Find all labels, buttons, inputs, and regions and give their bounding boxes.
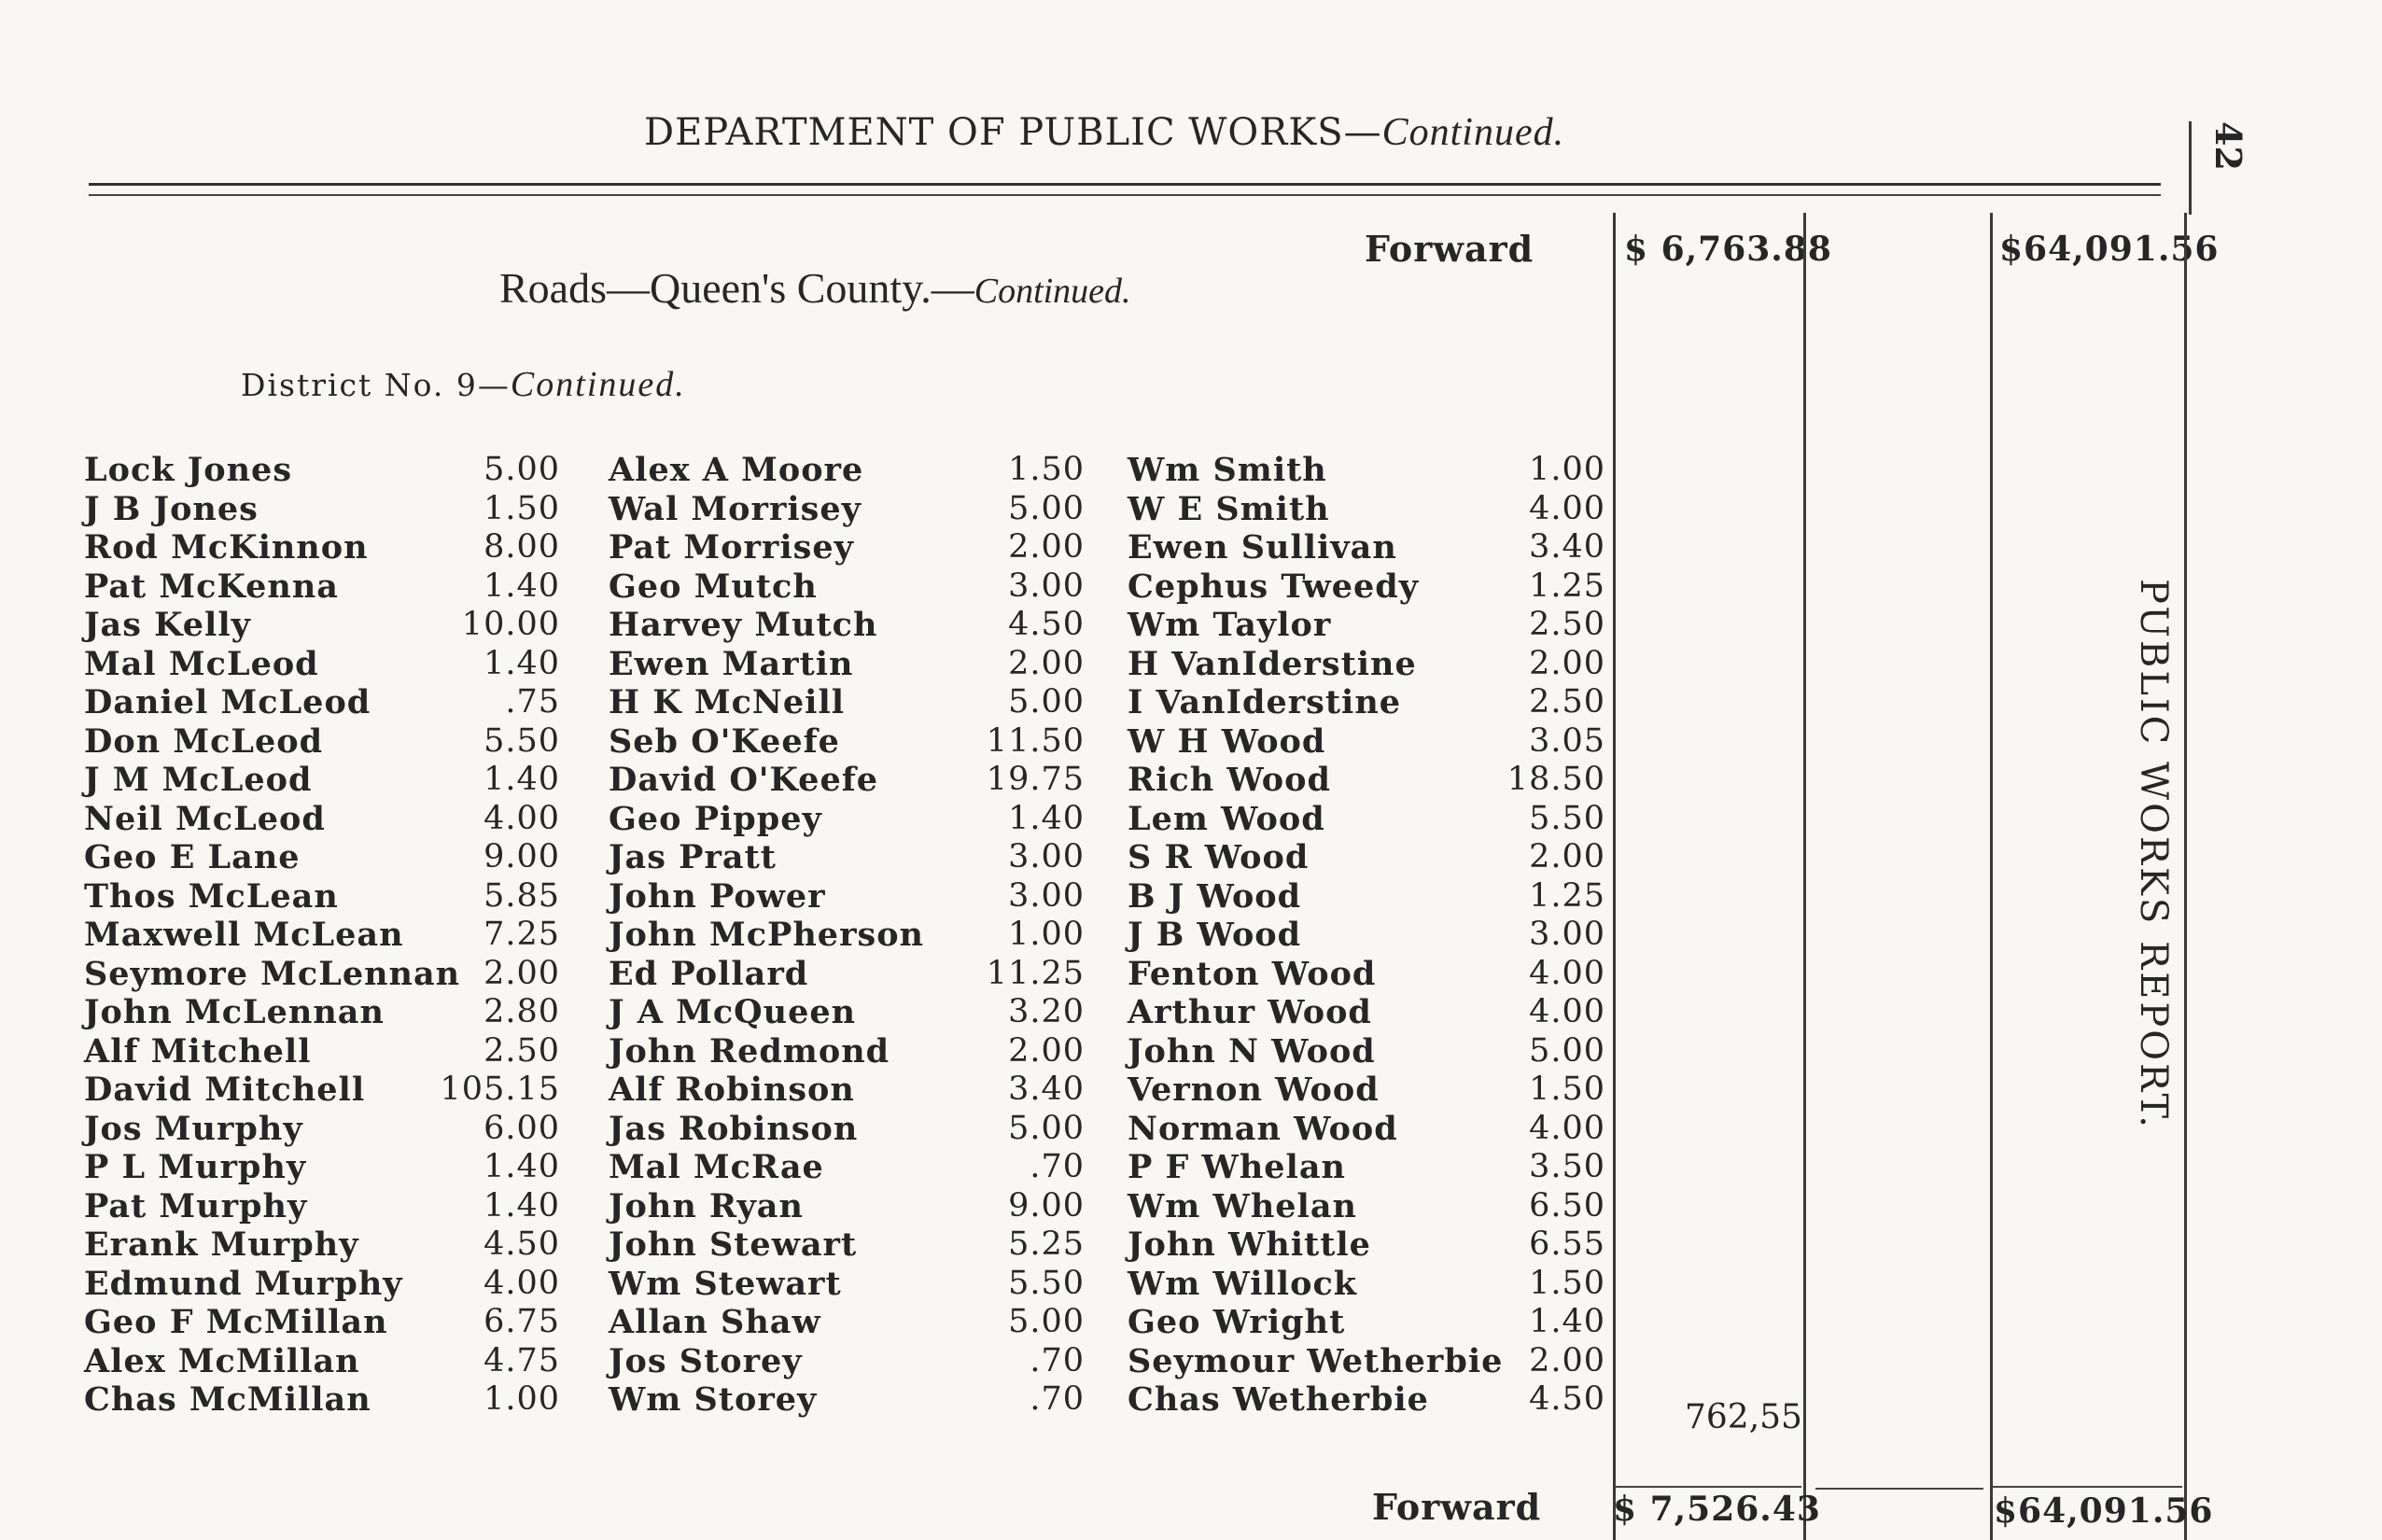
ledger-row <box>84 838 560 877</box>
payee-name: Don McLeod <box>84 721 324 761</box>
payee-name: Jas Kelly <box>84 606 251 644</box>
payee-name: Erank Murphy <box>84 1225 359 1264</box>
payment-amount: 1.40 <box>1008 799 1085 837</box>
payment-amount: 3.00 <box>1529 916 1605 953</box>
district-continued: Continued. <box>510 365 686 404</box>
payment-amount: 2.50 <box>483 1031 560 1070</box>
ledger-row <box>84 877 560 917</box>
payee-name: Neil McLeod <box>84 799 326 838</box>
forward-bottom-label: Forward <box>1372 1486 1542 1528</box>
ledger-row <box>1128 877 1605 917</box>
payee-name: Wm Willock <box>1128 1264 1358 1303</box>
ledger-row <box>1128 1148 1605 1187</box>
ledger-row <box>609 1148 1085 1187</box>
payee-name: Chas McMillan <box>84 1380 371 1419</box>
payee-name: Seymore McLennan <box>84 954 461 993</box>
payment-amount: 4.00 <box>1529 1109 1605 1147</box>
ledger-row <box>1128 606 1605 645</box>
payment-amount: 7.25 <box>483 916 560 953</box>
ledger-row <box>1128 1225 1605 1265</box>
ledger-row <box>1128 490 1605 529</box>
payee-name: Jos Storey <box>609 1341 803 1380</box>
margin-vertical-rule <box>2189 121 2192 215</box>
ledger-row <box>84 1265 560 1304</box>
page-header <box>644 110 1564 155</box>
ledger-row <box>1128 800 1605 839</box>
payment-amount: 9.00 <box>483 838 560 875</box>
payee-name: S R Wood <box>1128 838 1310 876</box>
payment-amount: 5.50 <box>1529 799 1605 837</box>
payee-name: Allan Shaw <box>609 1303 821 1341</box>
district-heading <box>241 364 686 405</box>
ledger-row <box>609 1303 1085 1342</box>
payment-amount: 1.50 <box>1529 1071 1605 1108</box>
payee-name: Alf Mitchell <box>84 1031 312 1071</box>
ledger-row <box>84 1110 560 1149</box>
payee-name: John Ryan <box>609 1186 804 1225</box>
ledger-row <box>609 451 1085 490</box>
payment-amount: 3.40 <box>1529 528 1605 566</box>
payment-amount: 3.00 <box>1008 876 1085 915</box>
payee-name: Wm Smith <box>1128 451 1327 489</box>
payee-name: P F Whelan <box>1128 1148 1346 1186</box>
ledger-row <box>84 683 560 722</box>
payee-name: John McPherson <box>609 916 925 954</box>
payee-name: I VanIderstine <box>1128 683 1402 721</box>
forward-bottom-amount-right: $64,091.56 <box>1994 1491 2214 1531</box>
header-rule-top <box>89 183 2161 186</box>
forward-top-label: Forward <box>1365 228 1534 270</box>
ledger-row <box>84 993 560 1032</box>
ledger-row <box>609 683 1085 722</box>
ledger-vertical-rule-2 <box>1803 213 1806 1540</box>
payment-amount: 1.50 <box>1008 451 1085 488</box>
ledger-row <box>1128 1380 1605 1420</box>
ledger-row <box>609 955 1085 994</box>
forward-bottom-rule-mid <box>1615 1486 1801 1488</box>
payment-amount: 4.75 <box>483 1341 560 1379</box>
ledger-row <box>1128 683 1605 722</box>
header-continued: Continued. <box>1381 111 1565 154</box>
payee-name: Vernon Wood <box>1128 1071 1380 1109</box>
payee-name: Alex McMillan <box>84 1341 360 1380</box>
payment-amount: 2.00 <box>1008 528 1085 566</box>
payment-amount: 2.80 <box>483 993 560 1030</box>
payee-name: Daniel McLeod <box>84 683 371 721</box>
payment-amount: 1.00 <box>483 1380 560 1418</box>
payee-name: Lem Wood <box>1128 799 1325 838</box>
ledger-row <box>84 1032 560 1071</box>
payee-name: Geo F McMillan <box>84 1303 388 1341</box>
ledger-row <box>609 993 1085 1032</box>
payment-amount: 5.50 <box>1008 1264 1085 1302</box>
ledger-row <box>609 490 1085 529</box>
payee-name: Wm Whelan <box>1128 1186 1357 1225</box>
payee-name: Seymour Wetherbie <box>1128 1341 1504 1380</box>
ledger-row <box>1128 838 1605 877</box>
ledger-row <box>84 761 560 800</box>
ledger-row <box>84 528 560 567</box>
payee-name: Norman Wood <box>1128 1109 1398 1148</box>
ledger-row <box>609 645 1085 684</box>
payment-amount: 3.20 <box>1008 993 1085 1030</box>
ledger-row <box>609 1187 1085 1226</box>
payee-name: Geo Pippey <box>609 799 822 838</box>
payment-amount: 4.00 <box>1529 993 1605 1030</box>
payment-amount: 9.00 <box>1008 1186 1085 1225</box>
section-continued: Continued. <box>974 272 1131 311</box>
payment-amount: 5.00 <box>1008 489 1085 527</box>
payee-name: Alex A Moore <box>609 451 864 489</box>
payee-name: Rich Wood <box>1128 761 1331 799</box>
ledger-vertical-rule-3 <box>1990 213 1993 1540</box>
ledger-row <box>609 722 1085 762</box>
payment-amount: 1.25 <box>1529 876 1605 915</box>
payment-amount: 1.40 <box>1529 1303 1605 1340</box>
page-number: 42 <box>2207 121 2249 171</box>
payee-name: Maxwell McLean <box>84 916 404 954</box>
name-column-3 <box>1128 451 1605 1420</box>
section-title <box>499 263 1131 313</box>
payment-amount: 5.00 <box>1008 1303 1085 1340</box>
payment-amount: 1.40 <box>483 567 560 605</box>
forward-bottom-amount-mid: $ 7,526.43 <box>1613 1490 1821 1529</box>
section-title-text: Roads—Queen's County.— <box>499 264 974 312</box>
payee-name: David O'Keefe <box>609 761 879 799</box>
ledger-row <box>84 916 560 955</box>
forward-bottom-rule-gap <box>1815 1488 1983 1490</box>
payment-amount: 5.00 <box>1008 683 1085 721</box>
payee-name: Pat McKenna <box>84 567 339 606</box>
payee-name: Pat Morrisey <box>609 528 854 567</box>
payee-name: B J Wood <box>1128 876 1302 916</box>
payment-amount: .70 <box>1030 1341 1085 1379</box>
payment-amount: 1.40 <box>483 1186 560 1225</box>
payee-name: Geo Wright <box>1128 1303 1346 1341</box>
payee-name: Wm Storey <box>609 1380 818 1419</box>
ledger-row <box>1128 528 1605 567</box>
payee-name: John Redmond <box>609 1031 890 1071</box>
ledger-row <box>609 567 1085 607</box>
payee-name: Mal McLeod <box>84 644 319 683</box>
ledger-row <box>84 1380 560 1420</box>
payment-amount: 11.25 <box>986 954 1085 992</box>
payee-name: J B Jones <box>84 489 259 528</box>
header-title: DEPARTMENT OF PUBLIC WORKS— <box>644 111 1382 154</box>
ledger-row <box>609 606 1085 645</box>
payment-amount: 6.50 <box>1529 1186 1605 1225</box>
payee-name: Chas Wetherbie <box>1128 1380 1429 1419</box>
payment-amount: 1.50 <box>483 489 560 527</box>
ledger-row <box>84 1071 560 1110</box>
payment-amount: .75 <box>505 683 560 721</box>
payment-amount: 10.00 <box>461 606 560 643</box>
payee-name: H VanIderstine <box>1128 644 1417 683</box>
ledger-row <box>609 1225 1085 1265</box>
payee-name: Lock Jones <box>84 451 293 489</box>
payee-name: Geo E Lane <box>84 838 301 876</box>
ledger-row <box>1128 761 1605 800</box>
payment-amount: 11.50 <box>986 721 1085 760</box>
ledger-row <box>84 451 560 490</box>
ledger-row <box>1128 722 1605 762</box>
payee-name: Mal McRae <box>609 1148 824 1186</box>
payee-name: Jas Robinson <box>609 1109 859 1148</box>
payee-name: John Stewart <box>609 1225 858 1264</box>
payee-name: Seb O'Keefe <box>609 721 840 761</box>
payment-amount: 105.15 <box>440 1071 560 1108</box>
ledger-row <box>84 1187 560 1226</box>
payment-amount: .70 <box>1030 1380 1085 1418</box>
payment-amount: 2.00 <box>1529 1341 1605 1379</box>
header-rule-bottom <box>89 194 2161 196</box>
ledger-row <box>84 1148 560 1187</box>
payee-name: Rod McKinnon <box>84 528 369 567</box>
payment-amount: 3.00 <box>1008 838 1085 875</box>
payment-amount: 2.00 <box>483 954 560 992</box>
payment-amount: 2.00 <box>1008 1031 1085 1070</box>
payee-name: Wm Stewart <box>609 1264 842 1303</box>
payee-name: John Power <box>609 876 826 916</box>
payment-amount: 1.00 <box>1008 916 1085 953</box>
ledger-row <box>1128 1265 1605 1304</box>
ledger-row <box>84 1342 560 1381</box>
payee-name: Jas Pratt <box>609 838 777 876</box>
payment-amount: 3.05 <box>1529 721 1605 760</box>
payment-amount: 6.00 <box>483 1109 560 1147</box>
ledger-row <box>609 800 1085 839</box>
payment-amount: 3.50 <box>1529 1148 1605 1185</box>
payment-amount: 2.50 <box>1529 606 1605 643</box>
ledger-row <box>84 722 560 762</box>
ledger-row <box>84 800 560 839</box>
payment-amount: 5.85 <box>483 876 560 915</box>
payment-amount: 19.75 <box>986 761 1085 798</box>
ledger-row <box>609 1265 1085 1304</box>
ledger-row <box>609 1342 1085 1381</box>
payment-amount: 2.50 <box>1529 683 1605 721</box>
ledger-row <box>1128 993 1605 1032</box>
payee-name: J M McLeod <box>84 761 313 799</box>
ledger-row <box>609 877 1085 917</box>
ledger-row <box>609 761 1085 800</box>
payee-name: Alf Robinson <box>609 1071 855 1109</box>
forward-top-amount-right: $64,091.56 <box>1999 230 2220 269</box>
ledger-row <box>1128 645 1605 684</box>
ledger-row <box>1128 916 1605 955</box>
payment-amount: 2.00 <box>1529 644 1605 682</box>
payment-amount: 1.40 <box>483 761 560 798</box>
ledger-row <box>84 645 560 684</box>
payment-amount: 4.50 <box>1008 606 1085 643</box>
payment-amount: 8.00 <box>483 528 560 566</box>
payee-name: John Whittle <box>1128 1225 1371 1264</box>
ledger-row <box>1128 1032 1605 1071</box>
payment-amount: 4.00 <box>483 1264 560 1302</box>
ledger-row <box>84 955 560 994</box>
payee-name: Ed Pollard <box>609 954 809 993</box>
ledger-row <box>1128 451 1605 490</box>
payee-name: Thos McLean <box>84 876 339 916</box>
ledger-row <box>84 567 560 607</box>
ledger-row <box>84 1225 560 1265</box>
payment-amount: 4.50 <box>483 1225 560 1263</box>
payment-amount: 5.25 <box>1008 1225 1085 1263</box>
payment-amount: 2.00 <box>1529 838 1605 875</box>
payment-amount: 3.40 <box>1008 1071 1085 1108</box>
payee-name: J B Wood <box>1128 916 1302 954</box>
side-running-title: PUBLIC WORKS REPORT. <box>2132 579 2175 1130</box>
ledger-row <box>1128 1187 1605 1226</box>
payee-name: Arthur Wood <box>1128 993 1372 1031</box>
payment-amount: 4.00 <box>1529 954 1605 992</box>
payee-name: Ewen Sullivan <box>1128 528 1397 567</box>
ledger-row <box>609 916 1085 955</box>
payment-amount: 5.00 <box>1529 1031 1605 1070</box>
payee-name: Pat Murphy <box>84 1186 308 1225</box>
payee-name: Jos Murphy <box>84 1109 303 1148</box>
payee-name: Edmund Murphy <box>84 1264 403 1303</box>
payee-name: John McLennan <box>84 993 385 1031</box>
payment-amount: 6.75 <box>483 1303 560 1340</box>
payment-amount: 5.00 <box>1008 1109 1085 1147</box>
payee-name: Geo Mutch <box>609 567 818 606</box>
ledger-row <box>1128 1342 1605 1381</box>
payment-amount: 4.50 <box>1529 1380 1605 1418</box>
payment-amount: 4.00 <box>1529 489 1605 527</box>
ledger-row <box>1128 1303 1605 1342</box>
name-column-1 <box>84 451 560 1420</box>
payee-name: H K McNeill <box>609 683 846 721</box>
ledger-vertical-rule-1 <box>1613 213 1616 1540</box>
ledger-row <box>84 1303 560 1342</box>
payment-amount: 3.00 <box>1008 567 1085 605</box>
payment-amount: 5.00 <box>483 451 560 488</box>
payee-name: David Mitchell <box>84 1071 366 1109</box>
district-subtotal: 762,55 <box>1685 1398 1802 1436</box>
payee-name: Wal Morrisey <box>609 489 862 528</box>
name-column-2 <box>609 451 1085 1420</box>
ledger-row <box>609 528 1085 567</box>
payee-name: J A McQueen <box>609 993 857 1031</box>
payment-amount: 6.55 <box>1529 1225 1605 1263</box>
payment-amount: 5.50 <box>483 721 560 760</box>
payment-amount: 1.00 <box>1529 451 1605 488</box>
ledger-row <box>1128 1110 1605 1149</box>
payee-name: Fenton Wood <box>1128 954 1377 993</box>
payee-name: Wm Taylor <box>1128 606 1332 644</box>
ledger-row <box>609 1110 1085 1149</box>
district-title: District No. 9— <box>241 367 511 403</box>
payment-amount: 1.40 <box>483 644 560 682</box>
payee-name: John N Wood <box>1128 1031 1376 1071</box>
payee-name: Harvey Mutch <box>609 606 878 644</box>
ledger-row <box>1128 955 1605 994</box>
payment-amount: 1.50 <box>1529 1264 1605 1302</box>
ledger-row <box>84 490 560 529</box>
payee-name: P L Murphy <box>84 1148 307 1186</box>
payee-name: W H Wood <box>1128 721 1326 761</box>
ledger-row <box>609 1380 1085 1420</box>
forward-top-amount-mid: $ 6,763.88 <box>1624 230 1832 269</box>
payment-amount: 1.40 <box>483 1148 560 1185</box>
payment-amount: 2.00 <box>1008 644 1085 682</box>
ledger-row <box>1128 1071 1605 1110</box>
ledger-row <box>609 1071 1085 1110</box>
payee-name: Cephus Tweedy <box>1128 567 1420 606</box>
ledger-row <box>609 1032 1085 1071</box>
forward-bottom-rule-right <box>1992 1486 2182 1488</box>
payment-amount: .70 <box>1030 1148 1085 1185</box>
ledger-row <box>609 838 1085 877</box>
payee-name: W E Smith <box>1128 489 1330 528</box>
ledger-row <box>1128 567 1605 607</box>
payment-amount: 4.00 <box>483 799 560 837</box>
payment-amount: 1.25 <box>1529 567 1605 605</box>
payee-name: Ewen Martin <box>609 644 854 683</box>
ledger-vertical-rule-4 <box>2184 213 2187 1540</box>
payment-amount: 18.50 <box>1506 761 1605 798</box>
ledger-row <box>84 606 560 645</box>
